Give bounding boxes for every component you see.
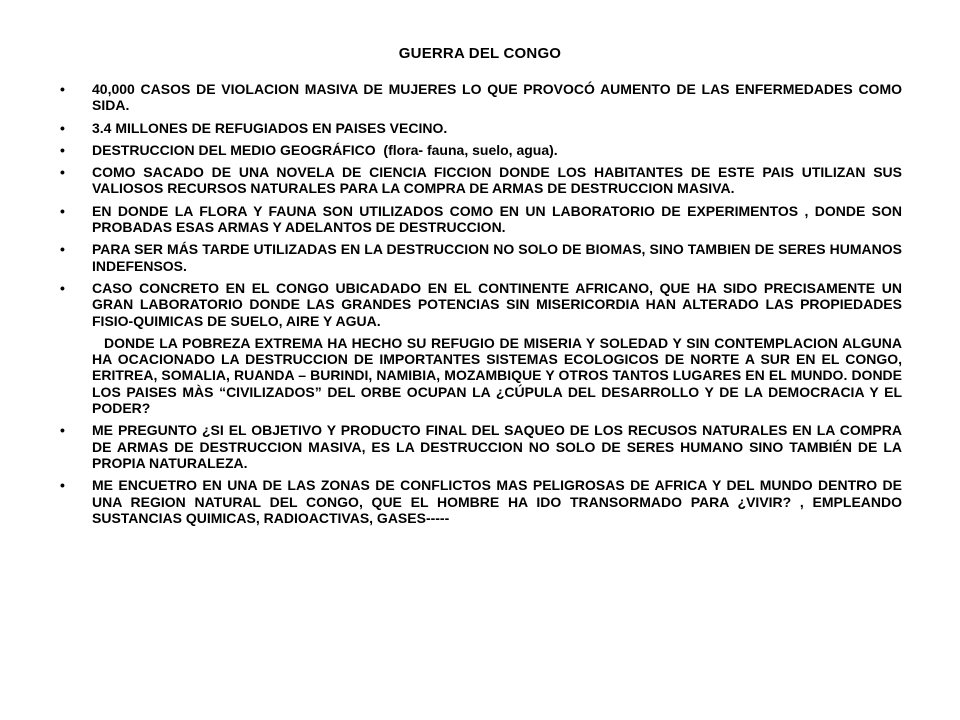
bullet-item-6 bbox=[60, 241, 902, 274]
bullet-item-1 bbox=[60, 81, 902, 114]
bullet-icon: • bbox=[60, 279, 65, 296]
bullet-text-wrap bbox=[92, 142, 902, 158]
bullet-item-4 bbox=[60, 164, 902, 197]
bullet-item-2 bbox=[60, 120, 902, 136]
bullet-text: DESTRUCCION DEL MEDIO GEOGRÁFICO bbox=[92, 141, 376, 158]
bullet-icon: • bbox=[60, 164, 65, 181]
bullet-icon: • bbox=[60, 202, 65, 219]
bullet-text: ME PREGUNTO ¿SI EL OBJETIVO Y PRODUCTO FINAL DEL SAQUEO DE LOS RECUSOS NATURALES EN LA COMPRA DE ARMAS DE DESTRUCCION MASIVA, ES LA DESTRUCCION NO SOLO DE SERES HUMANO SINO TAMBIÉN DE LA PROPIA NATURALEZA. bbox=[92, 422, 902, 471]
bullet-icon: • bbox=[60, 422, 65, 439]
bullet-list bbox=[60, 81, 902, 532]
bullet-icon: • bbox=[60, 241, 65, 258]
bullet-item-5 bbox=[60, 203, 902, 236]
bullet-text: ME ENCUETRO EN UNA DE LAS ZONAS DE CONFLICTOS MAS PELIGROSAS DE AFRICA Y DEL MUNDO DENTRO DE UNA REGION NATURAL DEL CONGO, QUE EL HOMBRE HA IDO TRANSORMADO PARA ¿VIVIR? , EMPLEANDO SUSTANCIAS QUIMICAS, RADIOACTIVAS, GASES----- bbox=[92, 477, 902, 526]
bullet-item-9 bbox=[60, 477, 902, 526]
paragraph-text: DONDE LA POBREZA EXTREMA HA HECHO SU REFUGIO DE MISERIA Y SOLEDAD Y SIN CONTEMPLACION ALGUNA HA OCACIONADO LA DESTRUCCION DE IMPORTANTES SISTEMAS ECOLOGICOS DE NORTE A SUR EN EL CONGO, ERITREA, SOMALIA, RUANDA – BURINDI, NAMIBIA, MOZAMBIQUE Y OTROS TANTOS LUGARES EN EL MUNDO. DONDE LOS PAISES MÀS “CIVILIZADOS” DEL ORBE OCUPAN LA ¿CÚPULA DEL DESARROLLO Y DE LA DEMOCRACIA Y EL PODER? bbox=[92, 334, 902, 417]
bullet-text: 3.4 MILLONES DE REFUGIADOS EN PAISES VECINO. bbox=[92, 119, 448, 136]
bullet-item-3 bbox=[60, 142, 902, 158]
bullet-text: COMO SACADO DE UNA NOVELA DE CIENCIA FICCION DONDE LOS HABITANTES DE ESTE PAIS UTILIZAN SUS VALIOSOS RECURSOS NATURALES PARA LA COMPRA DE ARMAS DE DESTRUCCION MASIVA. bbox=[92, 164, 902, 197]
slide-title: GUERRA DEL CONGO bbox=[398, 45, 562, 62]
bullet-item-7 bbox=[60, 280, 902, 329]
bullet-icon: • bbox=[60, 477, 65, 494]
bullet-text-suffix: (flora- fauna, suelo, agua). bbox=[375, 141, 558, 158]
bullet-icon: • bbox=[60, 119, 65, 136]
unbulleted-paragraph bbox=[60, 335, 902, 416]
bullet-icon: • bbox=[60, 141, 65, 158]
bullet-text: EN DONDE LA FLORA Y FAUNA SON UTILIZADOS COMO EN UN LABORATORIO DE EXPERIMENTOS , DONDE SON PROBADAS ESAS ARMAS Y ADELANTOS DE DESTRUCCION. bbox=[92, 202, 902, 236]
bullet-text: PARA SER MÁS TARDE UTILIZADAS EN LA DESTRUCCION NO SOLO DE BIOMAS, SINO TAMBIEN DE SERES HUMANOS INDEFENSOS. bbox=[92, 241, 902, 274]
bullet-text: 40,000 CASOS DE VIOLACION MASIVA DE MUJERES LO QUE PROVOCÓ AUMENTO DE LAS ENFERMEDADES COMO SIDA. bbox=[92, 81, 902, 114]
bullet-item-8 bbox=[60, 422, 902, 471]
bullet-icon: • bbox=[60, 81, 65, 97]
bullet-text: CASO CONCRETO EN EL CONGO UBICADADO EN EL CONTINENTE AFRICANO, QUE HA SIDO PRECISAMENTE UN GRAN LABORATORIO DONDE LAS GRANDES POTENCIAS SIN MISERICORDIA HAN ALTERADO LAS PROPIEDADES FISIO-QUIMICAS DE SUELO, AIRE Y AGUA. bbox=[92, 279, 902, 329]
